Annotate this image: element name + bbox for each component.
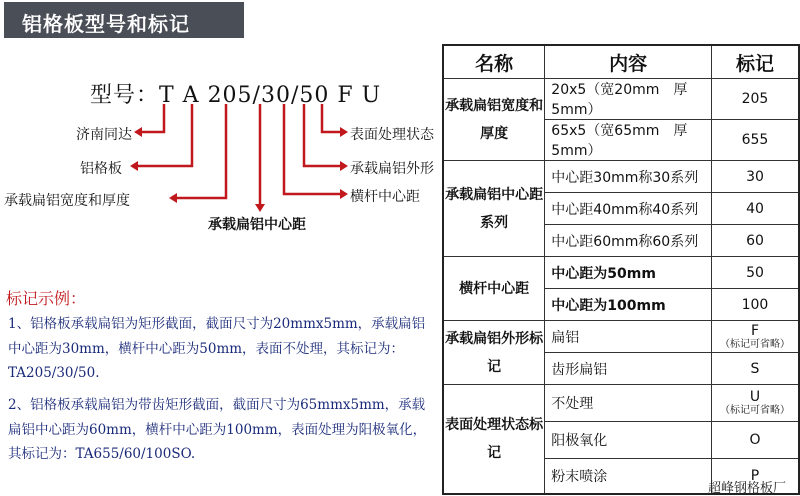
row-content: 中心距为100mm (545, 289, 712, 321)
group-name: 横杆中心距 (443, 257, 545, 321)
row-content: 阳极氧化 (545, 422, 712, 459)
label-plate: 铝格板 (80, 161, 122, 177)
label-bar-pitch: 承载扁铝中心距 (208, 217, 306, 233)
row-content: 中心距为50mm (545, 257, 712, 289)
row-content: 齿形扁铝 (545, 353, 712, 385)
row-content: 20x5（宽20mm 厚5mm） (545, 79, 712, 120)
page-title: 铝格板型号和标记 (22, 12, 190, 36)
watermark-text: 超峰钢格板厂 (708, 481, 787, 496)
row-mark: 50 (711, 257, 799, 289)
row-content: 扁铝 (545, 321, 712, 353)
row-mark: 40 (711, 193, 799, 225)
row-mark: 205 (711, 79, 799, 120)
row-content: 不处理 (545, 385, 712, 422)
row-content: 65x5（宽65mm 厚5mm） (545, 120, 712, 161)
row-mark-cell (711, 385, 799, 422)
row-mark: 655 (711, 120, 799, 161)
row-content: 中心距40mm称40系列 (545, 193, 712, 225)
label-maker: 济南同达 (76, 127, 132, 143)
spec-table (442, 44, 800, 495)
row-mark: 60 (711, 225, 799, 257)
label-cross-pitch: 横杆中心距 (350, 189, 420, 205)
table-row (443, 321, 799, 353)
example-title: 标记示例： (6, 289, 87, 308)
group-name: 承载扁铝外形标记 (443, 321, 545, 385)
label-shape: 承载扁铝外形 (350, 161, 434, 177)
group-name: 承载扁铝宽度和厚度 (443, 79, 545, 161)
row-mark: O (711, 422, 799, 459)
row-mark-cell (711, 321, 799, 353)
header-content: 内容 (545, 45, 712, 79)
table-row (443, 79, 799, 120)
row-mark: P (711, 459, 799, 495)
row-mark: 100 (711, 289, 799, 321)
row-content: 中心距60mm称60系列 (545, 225, 712, 257)
table-row (443, 385, 799, 422)
row-mark: S (711, 353, 799, 385)
table-row (443, 257, 799, 289)
header-name: 名称 (443, 45, 545, 79)
header-mark: 标记 (711, 45, 799, 79)
group-name: 表面处理状态标记 (443, 385, 545, 495)
row-content: 粉末喷涂 (545, 459, 712, 495)
label-bar-size: 承载扁铝宽度和厚度 (4, 193, 130, 209)
row-mark: F (750, 322, 759, 339)
example-1: 1、铝格板承载扁铝为矩形截面，截面尺寸为20mmx5mm，承载扁铝中心距为30mm，横杆中心距为50mm，表面不处理，其标记为：TA205/30/50. (8, 316, 426, 381)
row-note: （标记可省略） (719, 405, 790, 416)
row-mark: U (749, 389, 761, 405)
label-finish: 表面处理状态 (350, 127, 434, 143)
example-2: 2、铝格板承载扁铝为带齿矩形截面，截面尺寸为65mmx5mm，承载扁铝中心距为60mm，横杆中心距为100mm，表面处理为阳极氧化，其标记为：TA655/60/100SO. (8, 397, 427, 462)
row-mark: 30 (711, 161, 799, 193)
row-note: （标记可省略） (719, 338, 790, 350)
model-prefix: 型号： (90, 83, 160, 108)
group-name: 承载扁铝中心距系列 (443, 161, 545, 257)
table-header-row (443, 45, 799, 79)
table-row (443, 161, 799, 193)
row-content: 中心距30mm称30系列 (545, 161, 712, 193)
model-code: T A 205/30/50 F U (159, 83, 382, 108)
